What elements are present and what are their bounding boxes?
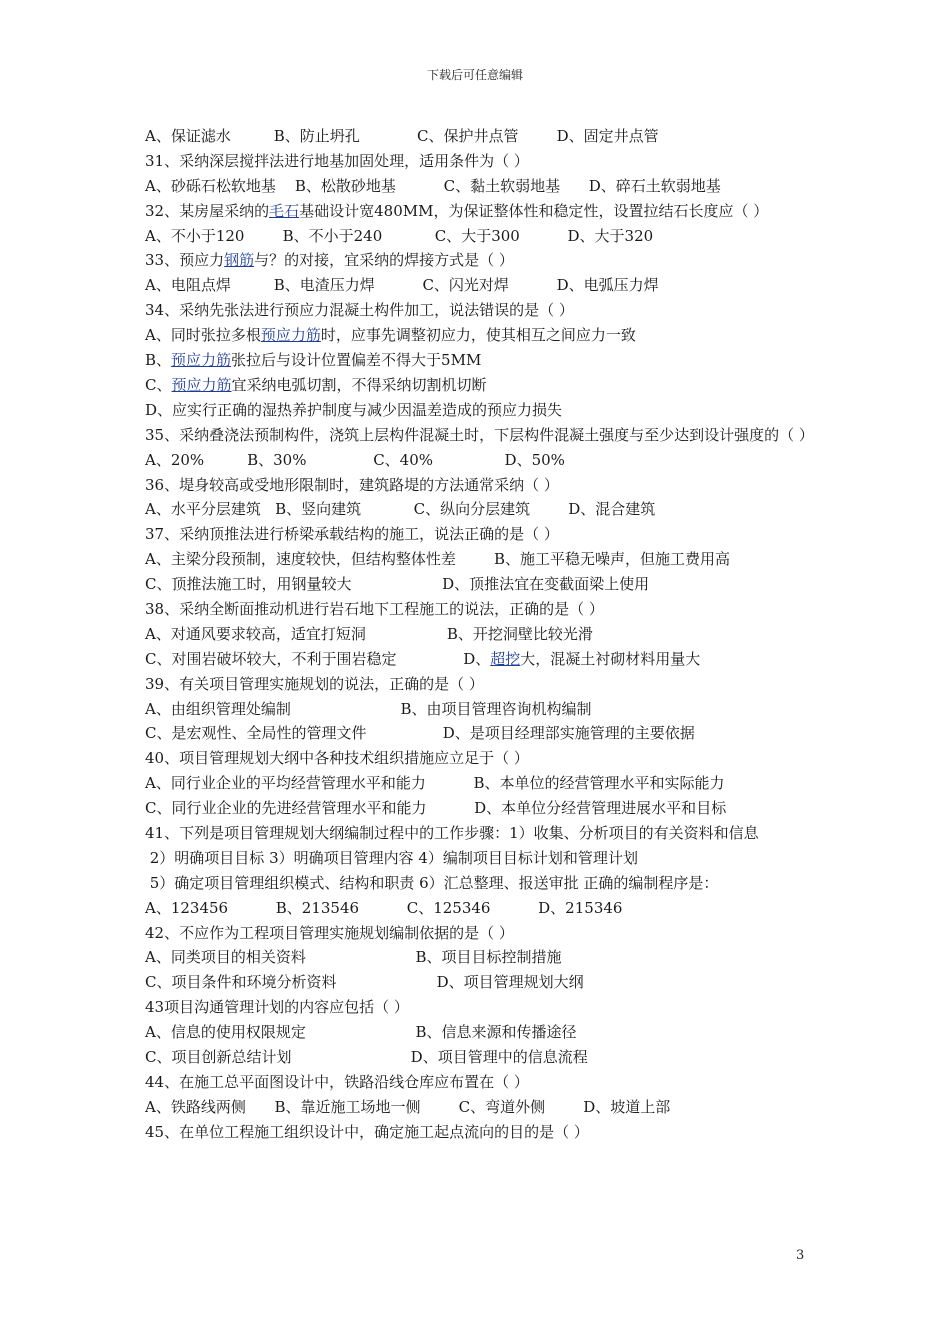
text-line: A、砂砾石松软地基 B、松散砂地基 C、黏土软弱地基 D、碎石土软弱地基 <box>145 176 721 195</box>
text-segment: 大，混凝土衬砌材料用量大 <box>520 649 701 668</box>
text-segment: 33、预应力 <box>145 251 225 270</box>
text-line: 45、在单位工程施工组织设计中，确定施工起点流向的目的是（ ） <box>145 1122 589 1141</box>
text-line: A、电阻点焊 B、电渣压力焊 C、闪光对焊 D、电弧压力焊 <box>145 276 659 295</box>
text-line: C、是宏观性、全局性的管理文件 D、是项目经理部实施管理的主要依据 <box>145 724 695 743</box>
text-segment: 32、某房屋采纳的 <box>145 201 270 220</box>
text-line: 41、下列是项目管理规划大纲编制过程中的工作步骤：1）收集、分析项目的有关资料和信息 <box>145 823 759 842</box>
text-line: 5）确定项目管理组织模式、结构和职责 6）汇总整理、报送审批 正确的编制程序是： <box>145 873 719 892</box>
text-line: 35、采纳叠浇法预制构件，浇筑上层构件混凝土时，下层构件混凝土强度与至少达到设计强度的（ ） <box>145 425 814 444</box>
text-line: A、水平分层建筑 B、竖向建筑 C、纵向分层建筑 D、混合建筑 <box>145 500 656 519</box>
text-line: A、不小于120 B、不小于240 C、大于300 D、大于320 <box>145 226 654 245</box>
text-line: A、同行业企业的平均经营管理水平和能力 B、本单位的经营管理水平和实际能力 <box>145 774 725 793</box>
text-segment: 与？的对接，宜采纳的焊接方式是（ ） <box>254 251 514 270</box>
text-line: 36、堤身较高或受地形限制时，建筑路堤的方法通常采纳（ ） <box>145 475 559 494</box>
text-line: C、同行业企业的先进经营管理水平和能力 D、本单位分经营管理进展水平和目标 <box>145 799 727 818</box>
hyperlink[interactable]: 钢筋 <box>224 251 255 270</box>
text-line: 42、不应作为工程项目管理实施规划编制依据的是（ ） <box>145 923 514 942</box>
text-line: A、铁路线两侧 B、靠近施工场地一侧 C、弯道外侧 D、坡道上部 <box>145 1097 671 1116</box>
hyperlink[interactable]: 预应力筋 <box>171 375 232 394</box>
text-line: A、同类项目的相关资料 B、项目目标控制措施 <box>145 948 562 967</box>
hyperlink[interactable]: 预应力筋 <box>260 326 321 345</box>
text-line <box>145 348 810 373</box>
text-line: 37、采纳顶推法进行桥梁承载结构的施工，说法正确的是（ ） <box>145 525 559 544</box>
text-segment: B、 <box>145 351 172 370</box>
text-segment: A、同时张拉多根 <box>145 326 261 345</box>
text-line: A、信息的使用权限规定 B、信息来源和传播途径 <box>145 1023 577 1042</box>
text-line <box>145 647 810 672</box>
text-line: 38、采纳全断面推动机进行岩石地下工程施工的说法，正确的是（ ） <box>145 599 604 618</box>
text-line: C、顶推法施工时，用钢量较大 D、顶推法宜在变截面梁上使用 <box>145 575 650 594</box>
text-line: 39、有关项目管理实施规划的说法，正确的是（ ） <box>145 674 484 693</box>
text-line: D、应实行正确的湿热养护制度与减少因温差造成的预应力损失 <box>145 400 563 419</box>
text-segment: 宜采纳电弧切割，不得采纳切割机切断 <box>231 375 487 394</box>
text-line: A、对通风要求较高，适宜打短洞 B、开挖洞壁比较光滑 <box>145 624 593 643</box>
page-header: 下载后可任意编辑 <box>426 68 523 82</box>
text-line: A、123456 B、213546 C、125346 D、215346 <box>145 898 623 917</box>
text-segment: C、对围岩破坏较大，不利于围岩稳定 D、 <box>145 649 491 668</box>
text-line: 2）明确项目目标 3）明确项目管理内容 4）编制项目目标计划和管理计划 <box>145 848 638 867</box>
text-segment: 基础设计宽480MM，为保证整体性和稳定性，设置拉结石长度应（ ） <box>299 201 769 220</box>
text-line <box>145 199 810 224</box>
text-line: 34、采纳先张法进行预应力混凝土构件加工，说法错误的是（ ） <box>145 301 574 320</box>
text-segment: 时，应事先调整初应力，使其相互之间应力一致 <box>320 326 636 345</box>
document-body <box>145 124 814 1145</box>
text-line: 43项目沟通管理计划的内容应包括（ ） <box>145 998 409 1017</box>
text-line: C、项目创新总结计划 D、项目管理中的信息流程 <box>145 1048 588 1066</box>
text-line: A、20% B、30% C、40% D、50% <box>145 450 565 469</box>
text-segment: C、 <box>145 375 172 394</box>
text-line: 44、在施工总平面图设计中，铁路沿线仓库应布置在（ ） <box>145 1072 529 1091</box>
text-line: A、保证滤水 B、防止坍孔 C、保护井点管 D、固定井点管 <box>145 127 659 145</box>
hyperlink[interactable]: 超挖 <box>490 649 521 668</box>
hyperlink[interactable]: 毛石 <box>269 201 300 220</box>
page-number: 3 <box>796 1248 805 1263</box>
text-line: 40、项目管理规划大纲中各种技术组织措施应立足于（ ） <box>145 749 529 768</box>
text-line <box>145 373 810 398</box>
text-segment: 张拉后与设计位置偏差不得大于5MM <box>231 351 482 370</box>
text-line: C、项目条件和环境分析资料 D、项目管理规划大纲 <box>145 973 584 992</box>
text-line: A、由组织管理处编制 B、由项目管理咨询机构编制 <box>145 699 592 718</box>
text-line: 31、采纳深层搅拌法进行地基加固处理，适用条件为（ ） <box>145 151 529 170</box>
text-line: A、主梁分段预制，速度较快，但结构整体性差 B、施工平稳无噪声，但施工费用高 <box>145 550 731 569</box>
text-line <box>145 248 810 273</box>
hyperlink[interactable]: 预应力筋 <box>171 351 232 370</box>
text-line <box>145 323 810 348</box>
